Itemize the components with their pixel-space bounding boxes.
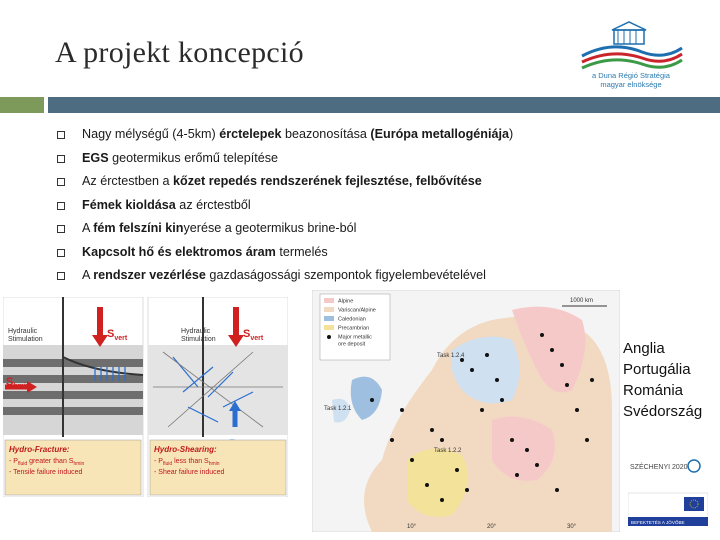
- ore-deposit-dot: [440, 438, 444, 442]
- ore-deposit-dot: [470, 368, 474, 372]
- ore-deposit-dot: [400, 408, 404, 412]
- szechenyi-logo: SZÉCHENYI 2020: [630, 464, 688, 471]
- map-scale-label: 1000 km: [570, 298, 594, 304]
- square-bullet-icon: [57, 155, 65, 163]
- bullet-item: A rendszer vezérlése gazdaságossági szempontok figyelembevételével: [56, 265, 656, 289]
- eu-flag-icon: [684, 497, 704, 511]
- ore-deposit-dot: [565, 383, 569, 387]
- square-bullet-icon: [57, 178, 65, 186]
- europe-metallogeny-map: [312, 290, 620, 532]
- country-item: Svédország: [623, 403, 703, 420]
- lon-tick-10: 10°: [407, 524, 417, 530]
- ore-deposit-dot: [560, 363, 564, 367]
- ore-deposit-dot: [370, 398, 374, 402]
- ore-deposit-dot: [465, 488, 469, 492]
- svg-text:Hydraulic: Hydraulic: [8, 328, 38, 335]
- bullet-list: [56, 124, 656, 289]
- ore-deposit-dot: [535, 463, 539, 467]
- accent-square: [0, 97, 44, 113]
- ore-deposit-dot: [515, 473, 519, 477]
- header-rule: [48, 97, 720, 113]
- map-legend-label: Precambrian: [338, 325, 370, 332]
- square-bullet-icon: [57, 249, 65, 257]
- task-label-1: Task 1.2.4: [437, 353, 465, 359]
- ore-deposit-dot: [495, 378, 499, 382]
- lon-tick-30: 30°: [567, 524, 577, 530]
- svg-text:Stimulation: Stimulation: [8, 336, 43, 343]
- ore-deposit-dot: [485, 353, 489, 357]
- bullet-item: Nagy mélységű (4-5km) érctelepek beazonosítása (Európa metallogéniája): [56, 124, 656, 148]
- map-legend-label: ore deposit: [338, 341, 366, 348]
- ore-deposit-dot: [455, 468, 459, 472]
- square-bullet-icon: [57, 225, 65, 233]
- hydraulic-stimulation-figure: [3, 297, 288, 497]
- ore-deposit-dot: [585, 438, 589, 442]
- ore-deposit-dot: [430, 428, 434, 432]
- s-vert-label: $S_{vert}$: [107, 328, 128, 342]
- map-legend-label: Alpine: [338, 298, 354, 305]
- map-legend-label: Caledonian: [338, 316, 366, 323]
- country-item: Anglia: [623, 340, 665, 357]
- bullet-item: EGS geotermikus erőmű telepítése: [56, 148, 656, 172]
- ore-deposit-dot: [590, 378, 594, 382]
- ore-deposit-dot: [410, 458, 414, 462]
- bullet-item: A fém felszíni kinyerése a geotermikus brine-ból: [56, 218, 656, 242]
- square-bullet-icon: [57, 202, 65, 210]
- ore-deposit-dot: [440, 498, 444, 502]
- ore-deposit-dot: [550, 348, 554, 352]
- hydro-fracture-line2: - Tensile failure induced: [9, 469, 83, 476]
- hydro-shearing-line1: - $P_{fluid}$ less than $S_{hmin}$: [154, 458, 220, 467]
- bullet-item: Az érctestben a kőzet repedés rendszerének fejlesztése, felbővítése: [56, 171, 656, 195]
- page-title: A projekt koncepció: [55, 36, 304, 69]
- task-label-2: Task 1.2.1: [324, 406, 352, 412]
- ore-deposit-dot: [540, 333, 544, 337]
- s-hmin-label: $S_{hmin}$: [6, 376, 31, 390]
- funding-logos: [628, 455, 708, 535]
- hydro-shearing-title: Hydro-Shearing:: [154, 445, 217, 454]
- ore-deposit-dot: [575, 408, 579, 412]
- svg-text:Hydraulic: Hydraulic: [181, 328, 211, 335]
- ore-deposit-dot: [480, 408, 484, 412]
- square-bullet-icon: [57, 272, 65, 280]
- eu-caption: BEFEKTETÉS A JÖVŐBE: [631, 520, 685, 525]
- task-label-3: Task 1.2.2: [434, 448, 462, 454]
- bullet-item: Fémek kioldása az érctestből: [56, 195, 656, 219]
- ore-deposit-dot: [390, 438, 394, 442]
- hydro-fracture-title: Hydro-Fracture:: [9, 445, 70, 454]
- square-bullet-icon: [57, 131, 65, 139]
- bullet-item: Kapcsolt hő és elektromos áram termelés: [56, 242, 656, 266]
- ore-deposit-dot: [525, 448, 529, 452]
- country-item: Portugália: [623, 361, 691, 378]
- ore-deposit-dot: [510, 438, 514, 442]
- ore-deposit-dot: [500, 398, 504, 402]
- logo-caption: a Duna Régió Stratégia magyar elnöksége: [592, 71, 670, 89]
- lon-tick-20: 20°: [487, 524, 497, 530]
- ore-deposit-dot: [555, 488, 559, 492]
- svg-text:Stimulation: Stimulation: [181, 336, 216, 343]
- country-list: [623, 338, 702, 422]
- map-legend-label: Major metallic: [338, 334, 372, 341]
- hydro-shearing-line2: - Shear failure induced: [154, 469, 225, 476]
- country-item: Románia: [623, 382, 684, 399]
- map-legend-label: Variscan/Alpine: [338, 307, 376, 314]
- ore-deposit-dot: [425, 483, 429, 487]
- s-vert-label-right: $S_{vert}$: [243, 328, 264, 342]
- hydro-fracture-line1: - $P_{fluid}$ greater than $S_{hmin}$: [9, 458, 85, 467]
